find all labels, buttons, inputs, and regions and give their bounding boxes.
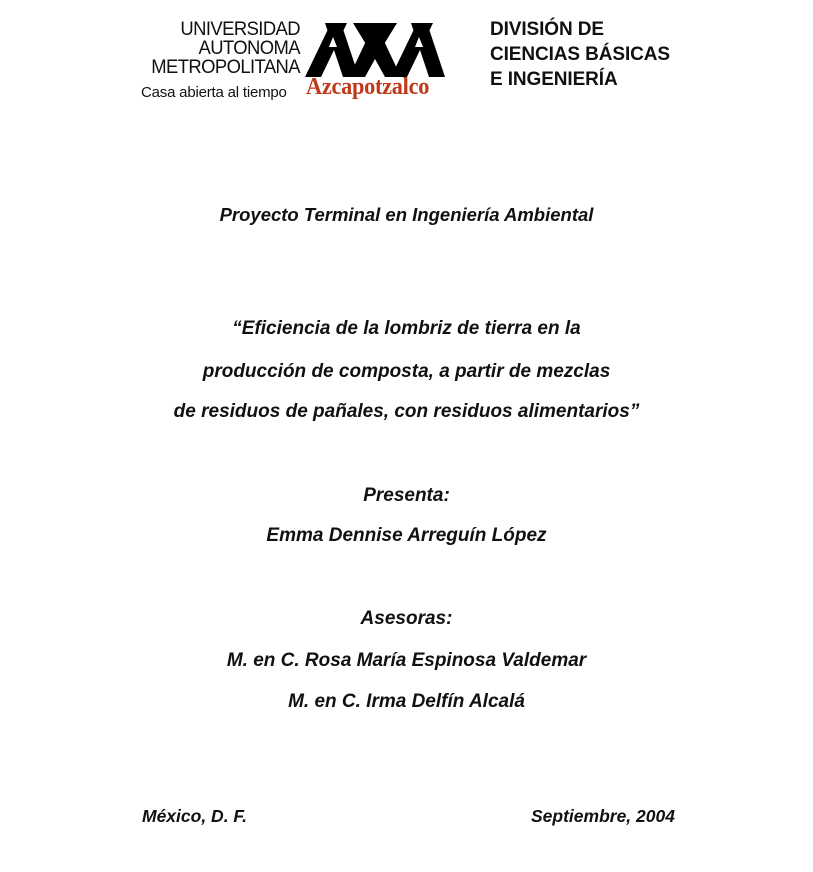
advisor-name: M. en C. Rosa María Espinosa Valdemar xyxy=(226,650,587,671)
campus-name: Azcapotzalco xyxy=(306,74,430,100)
thesis-title-line: de residuos de pañales, con residuos alimentarios” xyxy=(173,401,640,422)
author-name: Emma Dennise Arreguín López xyxy=(266,525,547,546)
project-type: Proyecto Terminal en Ingeniería Ambiental xyxy=(219,204,594,225)
division-name-line: CIENCIAS BÁSICAS xyxy=(490,44,670,65)
uam-logo-icon xyxy=(303,19,447,79)
division-name xyxy=(490,17,670,92)
asesoras-label: Asesoras: xyxy=(360,608,453,629)
thesis-title-line: “Eficiencia de la lombriz de tierra en la xyxy=(232,318,581,339)
university-name-line: AUTONOMA xyxy=(198,38,300,59)
university-name-line: UNIVERSIDAD xyxy=(180,19,300,40)
division-name-line: DIVISIÓN DE xyxy=(490,19,604,40)
place-text: México, D. F. xyxy=(142,806,248,826)
division-name-line: E INGENIERÍA xyxy=(490,69,618,90)
university-name xyxy=(138,20,300,77)
advisor-name: M. en C. Irma Delfín Alcalá xyxy=(288,691,525,712)
thesis-title-line: producción de composta, a partir de mezclas xyxy=(202,361,611,382)
university-motto: Casa abierta al tiempo xyxy=(141,84,287,101)
date-text: Septiembre, 2004 xyxy=(531,806,675,826)
presenta-label: Presenta: xyxy=(363,485,450,506)
university-name-line: METROPOLITANA xyxy=(151,57,300,78)
